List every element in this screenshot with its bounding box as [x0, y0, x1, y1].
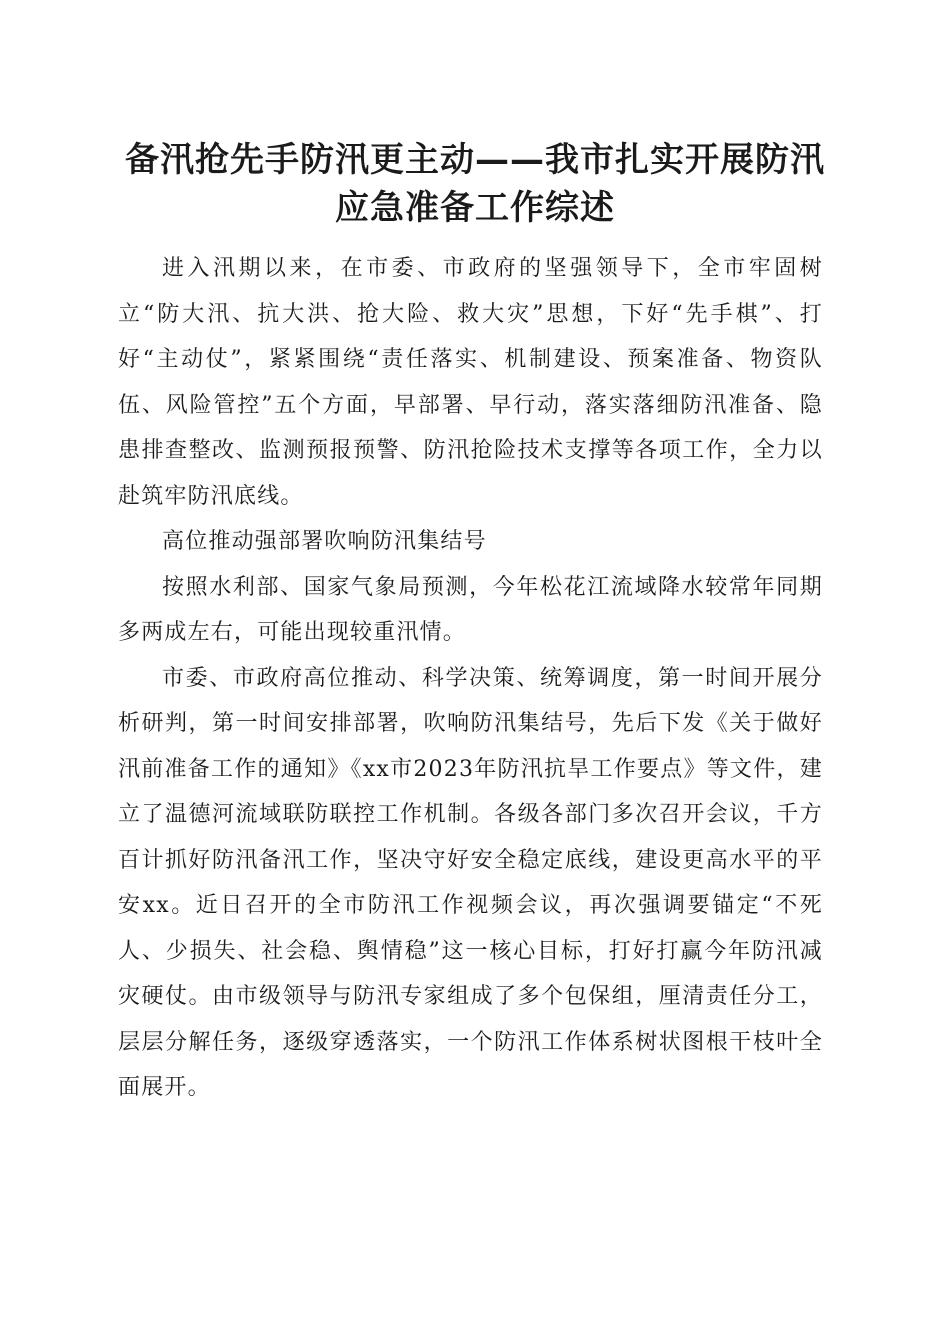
document-body [118, 246, 823, 1111]
forecast-paragraph: 按照水利部、国家气象局预测，今年松花江流域降水较常年同期多两成左右，可能出现较重汛情。 [118, 574, 823, 645]
intro-paragraph: 进入汛期以来，在市委、市政府的坚强领导下，全市牢固树立“防大汛、抗大洪、抢大险、救大灾”思想，下好“先手棋”、打好“主动仗”，紧紧围绕“责任落实、机制建设、预案准备、物资队伍、风险管控”五个方面，早部署、早行动，落实落细防汛准备、隐患排查整改、监测预报预警、防汛抢险技术支撑等各项工作，全力以赴筑牢防汛底线。 [118, 256, 823, 509]
document-title [100, 136, 850, 232]
title-line-1: 备汛抢先手防汛更主动——我市扎实开展防汛 [125, 140, 825, 180]
section-heading: 高位推动强部署吹响防汛集结号 [162, 529, 487, 554]
deployment-paragraph: 市委、市政府高位推动、科学决策、统筹调度，第一时间开展分析研判，第一时间安排部署，吹响防汛集结号，先后下发《关于做好汛前准备工作的通知》《xx市2023年防汛抗旱工作要点》等文件，建立了温德河流域联防联控工作机制。各级各部门多次召开会议，千方百计抓好防汛备汛工作，坚决守好安全稳定底线，建设更高水平的平安xx。近日召开的全市防汛工作视频会议，再次强调要锚定“不死人、少损失、社会稳、舆情稳”这一核心目标，打好打赢今年防汛减灾硬仗。由市级领导与防汛专家组成了多个包保组，厘清责任分工，层层分解任务，逐级穿透落实，一个防汛工作体系树状图根干枝叶全面展开。 [118, 665, 823, 1100]
title-line-2: 应急准备工作综述 [335, 188, 615, 228]
